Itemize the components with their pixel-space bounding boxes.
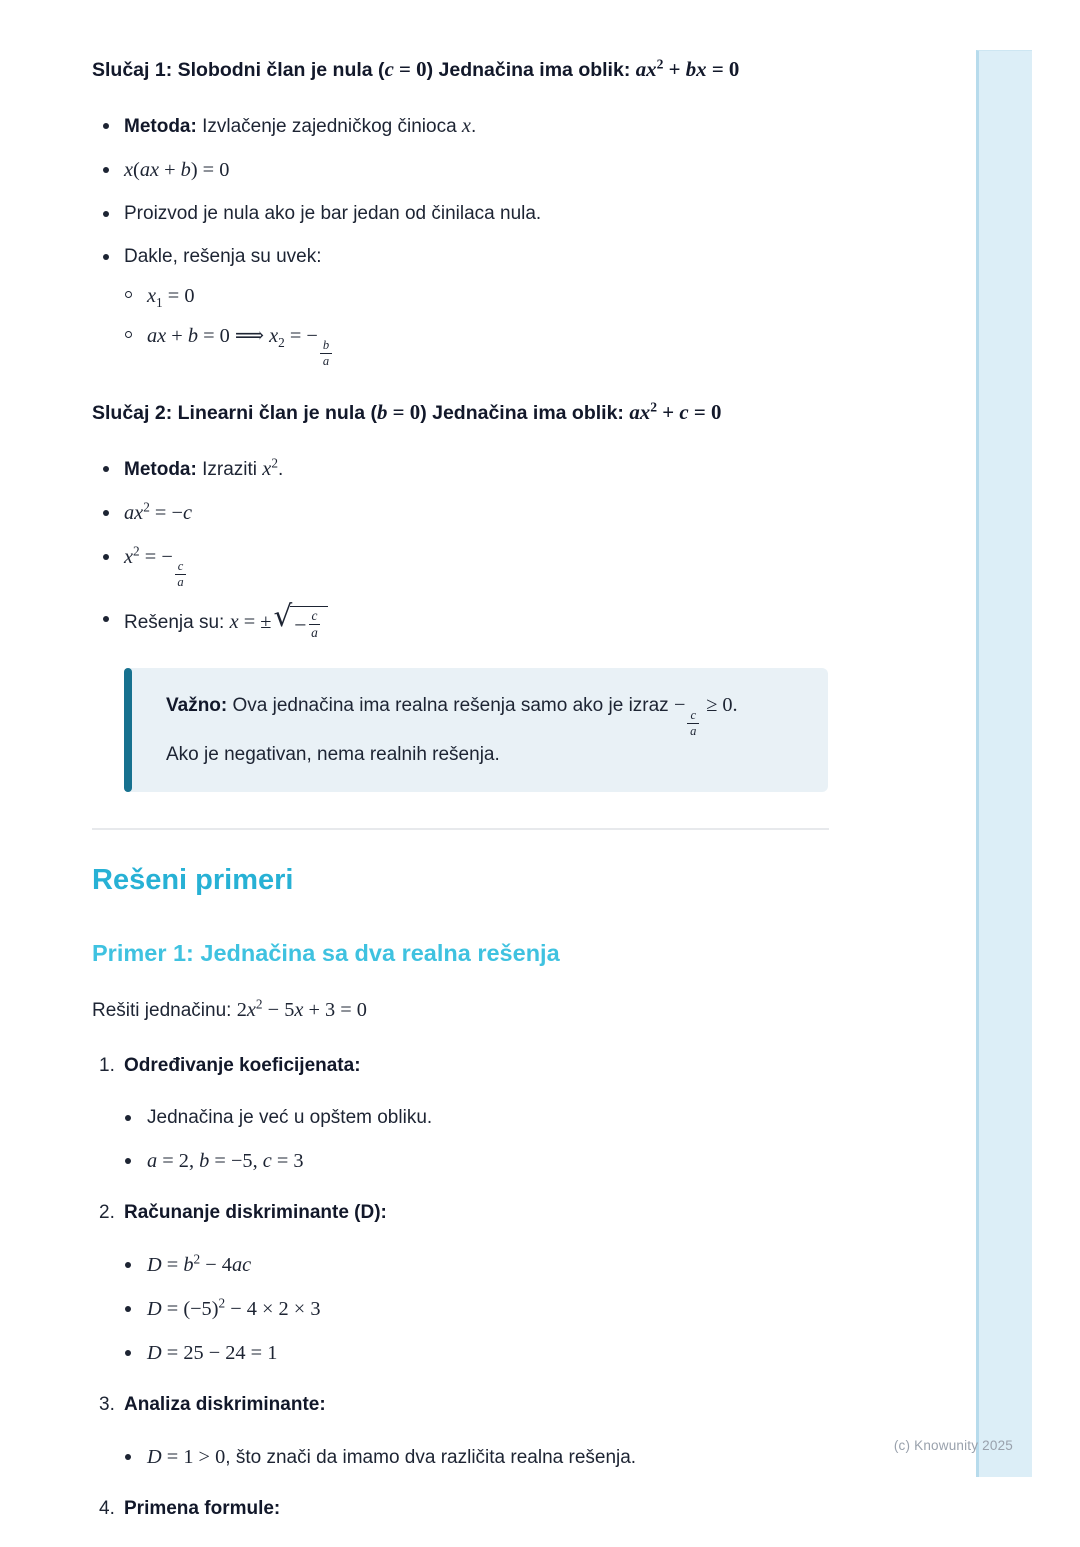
bullet-dot-icon <box>103 123 109 129</box>
case1-heading: Slučaj 1: Slobodni član je nula (c = 0) Jednačina ima oblik: $ax^2$ + bx = 0 <box>92 56 740 81</box>
section-divider <box>92 828 829 830</box>
step-number: 3. <box>99 1393 115 1415</box>
step-number: 2. <box>99 1201 115 1223</box>
case1-list <box>92 113 834 369</box>
bullet-item <box>92 157 834 184</box>
step-number: 4. <box>99 1497 115 1519</box>
sub-bullet-item <box>124 323 834 369</box>
numbered-step <box>92 1200 834 1367</box>
bullet-circle-icon <box>125 331 132 338</box>
bullet-text: Dakle, rešenja su uvek: <box>124 246 322 267</box>
bullet-dot-icon <box>125 1306 131 1312</box>
bullet-circle-icon <box>125 291 132 298</box>
step-heading <box>92 1200 834 1226</box>
bullet-text: Proizvod je nula ako je bar jedan od činilaca nula. <box>124 203 542 224</box>
sub-bullet-text: ax + b = 0 ⟹ $x_2$ = − $\frac{b}{a}$ <box>147 326 334 347</box>
bullet-text: x(ax + b) = 0 <box>124 159 230 181</box>
sub-bullet-item <box>124 1105 834 1131</box>
bullet-item <box>92 201 834 227</box>
bullet-dot-icon <box>103 211 109 217</box>
sub-bullet-text: Jednačina je već u opštem obliku. <box>147 1106 433 1128</box>
sub-bullet-text: D = 25 − 24 = 1 <box>147 1341 278 1364</box>
fraction: $\frac{c}{a}$ <box>309 609 321 640</box>
copyright-footer: (c) Knowunity 2025 <box>893 1438 1013 1453</box>
bullet-dot-icon <box>125 1454 131 1460</box>
bullet-dot-icon <box>103 167 109 173</box>
bullet-dot-icon <box>125 1350 131 1356</box>
bullet-text: Metoda: Izraziti $x^2$. <box>124 455 284 480</box>
bullet-item <box>92 113 834 140</box>
callout-text: Važno: Ova jednačina ima realna rešenja samo ako je izraz − $\frac{c}{a}$ ≥ 0. Ako je negativan, nema realnih rešenja. <box>166 694 738 765</box>
case2-heading: Slučaj 2: Linearni član je nula (b = 0) Jednačina ima oblik: $ax^2 + c = 0$ <box>92 399 722 424</box>
bullet-item <box>92 456 834 483</box>
step-title: Primena formule: <box>124 1497 281 1519</box>
sub-bullet-item <box>124 1340 834 1367</box>
sub-bullet-text: a = 2, b = −5, c = 3 <box>147 1149 304 1172</box>
step-heading <box>92 1496 834 1522</box>
bullet-dot-icon <box>103 554 109 560</box>
step-title: Određivanje koeficijenata: <box>124 1054 361 1076</box>
bullet-dot-icon <box>103 510 109 516</box>
numbered-step <box>92 1053 834 1175</box>
fraction: $\frac{c}{a}$ <box>175 560 187 589</box>
sub-bullet-text: $D = (-5)^2 - 4 \times 2 \times 3$ <box>147 1295 321 1320</box>
bullet-item <box>92 599 834 641</box>
step-title: Analiza diskriminante: <box>124 1393 326 1415</box>
bullet-dot-icon <box>125 1158 131 1164</box>
sub-bullet-list <box>124 283 834 369</box>
square-root: √ − $\frac{c}{a}$ <box>273 606 328 640</box>
example1-problem: Rešiti jednačinu: $2x^2 - 5x + 3 = 0$ <box>92 996 367 1021</box>
example1-heading: Primer 1: Jednačina sa dva realna rešenja <box>92 939 560 966</box>
step-number: 1. <box>99 1054 115 1076</box>
side-panel <box>976 50 1032 1477</box>
lesson-content <box>92 0 834 1547</box>
sub-bullet-text: $D = b^2 - 4ac$ <box>147 1251 252 1276</box>
fraction: $\frac{b}{a}$ <box>320 339 332 368</box>
fraction: $\frac{c}{a}$ <box>687 709 699 738</box>
case2-list <box>92 456 834 641</box>
bullet-dot-icon <box>103 254 109 260</box>
sub-bullet-list <box>124 1105 834 1175</box>
step-title: Računanje diskriminante (D): <box>124 1201 387 1223</box>
bullet-text: Rešenja su: x = ± √ − $\frac{c}{a}$ <box>124 612 328 633</box>
callout-accent-bar <box>124 668 132 792</box>
sub-bullet-item <box>124 1252 834 1279</box>
important-callout <box>124 668 828 792</box>
bullet-dot-icon <box>125 1115 131 1121</box>
bullet-dot-icon <box>103 466 109 472</box>
sub-bullet-item <box>124 283 834 310</box>
step-heading <box>92 1053 834 1079</box>
bullet-text: $ax^2 = -c$ <box>124 499 192 524</box>
sub-bullet-item <box>124 1148 834 1175</box>
numbered-step <box>92 1392 834 1471</box>
bullet-item <box>92 244 834 369</box>
bullet-item <box>92 500 834 527</box>
bullet-dot-icon <box>125 1262 131 1268</box>
solved-examples-heading: Rešeni primeri <box>92 863 294 896</box>
sub-bullet-list <box>124 1252 834 1367</box>
sub-bullet-item <box>124 1296 834 1323</box>
sub-bullet-text: D = 1 > 0, što znači da imamo dva različita realna rešenja. <box>147 1445 637 1468</box>
bullet-text: $x^2$ = − $\frac{c}{a}$ <box>124 547 188 568</box>
bullet-text: Metoda: Izvlačenje zajedničkog činioca x. <box>124 115 477 137</box>
sub-bullet-text: $x_1 = 0$ <box>147 285 195 310</box>
bullet-dot-icon <box>103 616 109 622</box>
bullet-item <box>92 544 834 590</box>
numbered-step <box>92 1496 834 1522</box>
step-heading <box>92 1392 834 1418</box>
